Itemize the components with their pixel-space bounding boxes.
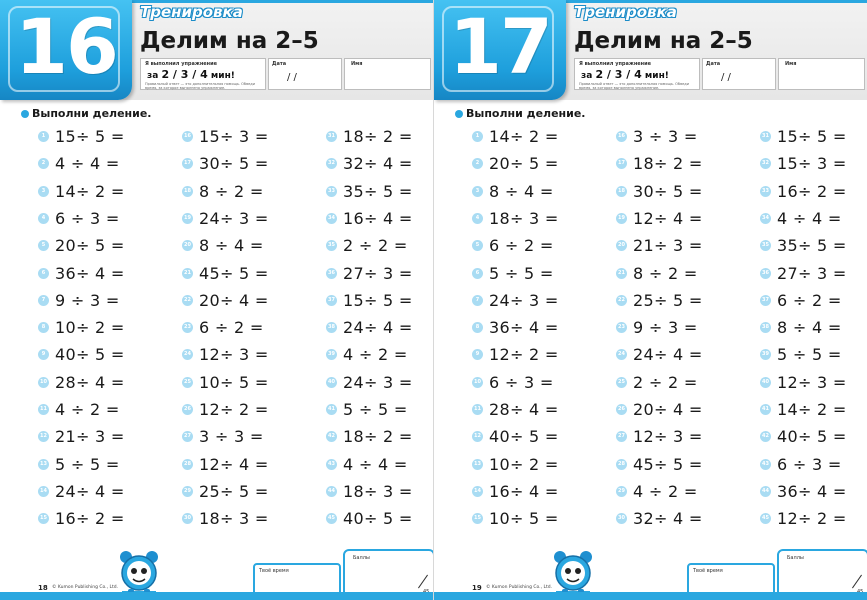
completion-prefix: за xyxy=(581,71,593,81)
division-expression[interactable]: 14÷ 2 = xyxy=(777,400,847,419)
problem-number-badge: 26 xyxy=(182,404,193,415)
problem-number-badge: 19 xyxy=(616,213,627,224)
division-expression[interactable]: 12÷ 3 = xyxy=(777,372,847,392)
problem-number-badge: 28 xyxy=(182,459,193,470)
division-expression[interactable]: 12÷ 2 = xyxy=(489,345,559,365)
problem-number-badge: 1 xyxy=(472,131,483,142)
division-expression[interactable]: 18÷ 3 = xyxy=(343,481,413,501)
problem-number-badge: 40 xyxy=(326,377,337,388)
division-expression[interactable]: 30÷ 5 = xyxy=(199,154,269,174)
problem-number-badge: 41 xyxy=(760,404,771,415)
problem-number-badge: 18 xyxy=(616,186,627,197)
problem-number-badge: 15 xyxy=(38,513,49,524)
page-title: Делим на 2–5 xyxy=(574,28,753,54)
problem-number-badge: 32 xyxy=(326,158,337,169)
division-expression[interactable]: 40÷ 5 = xyxy=(343,509,413,529)
problem-number-badge: 29 xyxy=(616,486,627,497)
problem-number-badge: 21 xyxy=(616,268,627,279)
name-field[interactable] xyxy=(778,58,865,90)
problem-number-badge: 8 xyxy=(38,322,49,333)
problem-number-badge: 9 xyxy=(38,349,49,360)
problem-number-badge: 18 xyxy=(182,186,193,197)
division-expression[interactable]: 10÷ 2 = xyxy=(489,454,559,474)
problem-number-badge: 35 xyxy=(326,240,337,251)
completion-minutes[interactable]: 2 / 3 / 4 xyxy=(161,68,208,81)
problem-number-badge: 11 xyxy=(472,404,483,415)
division-expression[interactable]: 6 ÷ 2 = xyxy=(777,290,842,310)
division-expression[interactable]: 36÷ 4 = xyxy=(55,263,125,283)
date-label: Дата xyxy=(272,61,287,67)
score-label: Баллы xyxy=(787,555,804,561)
division-expression[interactable]: 20÷ 4 = xyxy=(199,290,269,310)
problem-number-badge: 39 xyxy=(760,349,771,360)
problem-number-badge: 12 xyxy=(38,431,49,442)
completion-label: Я выполнил упражнение xyxy=(145,61,218,67)
problem-number-badge: 14 xyxy=(38,486,49,497)
problem-number-badge: 7 xyxy=(472,295,483,306)
division-expression[interactable]: 3 ÷ 3 = xyxy=(199,427,264,447)
division-expression[interactable]: 6 ÷ 3 = xyxy=(55,208,120,228)
problem-number-badge: 42 xyxy=(326,431,337,442)
problem-number-badge: 38 xyxy=(326,322,337,333)
division-expression[interactable]: 10÷ 2 = xyxy=(55,318,125,338)
division-expression[interactable]: 27÷ 3 = xyxy=(343,263,413,283)
division-expression[interactable]: 8 ÷ 2 = xyxy=(199,181,264,201)
problem-number-badge: 29 xyxy=(182,486,193,497)
problem-number-badge: 12 xyxy=(472,431,483,442)
name-label: Имя xyxy=(351,61,363,67)
division-expression[interactable]: 12÷ 3 = xyxy=(199,345,269,365)
problem-number-badge: 26 xyxy=(616,404,627,415)
division-expression[interactable]: 8 ÷ 4 = xyxy=(777,318,842,338)
problem-number-badge: 37 xyxy=(760,295,771,306)
problem-number-badge: 10 xyxy=(472,377,483,388)
division-expression[interactable]: 18÷ 3 = xyxy=(489,208,559,228)
training-label: Тренировка xyxy=(574,3,677,21)
problem-number-badge: 28 xyxy=(616,459,627,470)
division-expression[interactable]: 15÷ 5 = xyxy=(343,290,413,310)
completion-times xyxy=(147,68,235,81)
problem-number-badge: 7 xyxy=(38,295,49,306)
division-expression[interactable]: 40÷ 5 = xyxy=(489,427,559,447)
problem-number-badge: 13 xyxy=(472,459,483,470)
instruction-text: Выполни деление. xyxy=(466,107,586,120)
problem-number-badge: 3 xyxy=(472,186,483,197)
instruction-text: Выполни деление. xyxy=(32,107,152,120)
division-expression[interactable]: 10÷ 5 = xyxy=(199,372,269,392)
problem-number-badge: 37 xyxy=(326,295,337,306)
problem-number-badge: 17 xyxy=(182,158,193,169)
division-expression[interactable]: 18÷ 2 = xyxy=(343,127,413,146)
problem-number-badge: 34 xyxy=(760,213,771,224)
exercise-number-tab xyxy=(0,0,132,100)
division-expression[interactable]: 16÷ 2 = xyxy=(55,509,125,529)
division-expression[interactable]: 18÷ 2 = xyxy=(343,427,413,447)
problem-number-badge: 35 xyxy=(760,240,771,251)
problem-number-badge: 20 xyxy=(182,240,193,251)
division-expression[interactable]: 14÷ 2 = xyxy=(55,181,125,201)
problem-number-badge: 23 xyxy=(182,322,193,333)
division-expression[interactable]: 24÷ 3 = xyxy=(489,290,559,310)
problem-number-badge: 16 xyxy=(616,131,627,142)
problem-number-badge: 33 xyxy=(760,186,771,197)
problem-number-badge: 15 xyxy=(472,513,483,524)
bullet-dot-icon xyxy=(21,110,29,118)
division-expression[interactable]: 21÷ 3 = xyxy=(633,236,703,256)
division-expression[interactable]: 12÷ 2 = xyxy=(777,509,847,529)
problem-number-badge: 6 xyxy=(472,268,483,279)
division-expression[interactable]: 5 ÷ 5 = xyxy=(343,400,408,419)
problem-number-badge: 16 xyxy=(182,131,193,142)
problem-number-badge: 39 xyxy=(326,349,337,360)
division-expression[interactable]: 32÷ 4 = xyxy=(343,154,413,174)
problem-number-badge: 42 xyxy=(760,431,771,442)
footer-bar xyxy=(434,592,867,600)
date-field[interactable] xyxy=(702,58,776,90)
name-label: Имя xyxy=(785,61,797,67)
problem-number-badge: 13 xyxy=(38,459,49,470)
time-label: Твоё время xyxy=(693,568,723,574)
division-expression[interactable]: 18÷ 3 = xyxy=(199,509,269,529)
training-label: Тренировка xyxy=(140,3,243,21)
alarm-clock-mascot-icon xyxy=(552,549,594,597)
division-expression[interactable]: 15÷ 5 = xyxy=(55,127,125,146)
division-expression[interactable]: 18÷ 2 = xyxy=(633,154,703,174)
problem-number-badge: 31 xyxy=(326,131,337,142)
problem-number-badge: 9 xyxy=(472,349,483,360)
division-expression[interactable]: 45÷ 5 = xyxy=(199,263,269,283)
division-expression[interactable]: 4 ÷ 2 = xyxy=(633,481,698,501)
problem-number-badge: 27 xyxy=(616,431,627,442)
division-expression[interactable]: 9 ÷ 3 = xyxy=(633,318,698,338)
problem-number-badge: 27 xyxy=(182,431,193,442)
division-expression[interactable]: 32÷ 4 = xyxy=(633,509,703,529)
problem-number-badge: 23 xyxy=(616,322,627,333)
division-expression[interactable]: 4 ÷ 4 = xyxy=(777,208,842,228)
division-expression[interactable]: 4 ÷ 4 = xyxy=(343,454,408,474)
problem-number-badge: 3 xyxy=(38,186,49,197)
division-expression[interactable]: 8 ÷ 4 = xyxy=(199,236,264,256)
exercise-number: 16 xyxy=(15,2,117,91)
score-divider xyxy=(852,575,862,589)
completion-box xyxy=(574,58,700,90)
completion-label: Я выполнил упражнение xyxy=(579,61,652,67)
division-expression[interactable]: 2 ÷ 2 = xyxy=(633,372,698,392)
division-expression[interactable]: 5 ÷ 5 = xyxy=(777,345,842,365)
problem-number-badge: 19 xyxy=(182,213,193,224)
division-expression[interactable]: 16÷ 2 = xyxy=(777,181,847,201)
division-expression[interactable]: 16÷ 4 = xyxy=(343,208,413,228)
problem-number-badge: 31 xyxy=(760,131,771,142)
division-expression[interactable]: 28÷ 4 = xyxy=(55,372,125,392)
date-label: Дата xyxy=(706,61,721,67)
problem-number-badge: 25 xyxy=(616,377,627,388)
division-expression[interactable]: 25÷ 5 = xyxy=(633,290,703,310)
problem-number-badge: 24 xyxy=(616,349,627,360)
problem-number-badge: 44 xyxy=(326,486,337,497)
problem-number-badge: 1 xyxy=(38,131,49,142)
exercise-number-tab xyxy=(434,0,566,100)
problem-number-badge: 5 xyxy=(38,240,49,251)
completion-note: Правильный ответ — это дополнительная помощь. Обведи время, за которое выполнено упражнение. xyxy=(579,82,690,90)
problem-number-badge: 34 xyxy=(326,213,337,224)
page-number: 18 xyxy=(38,584,48,592)
division-expression[interactable]: 35÷ 5 = xyxy=(343,181,413,201)
division-expression[interactable]: 16÷ 4 = xyxy=(489,481,559,501)
problem-number-badge: 10 xyxy=(38,377,49,388)
page-title: Делим на 2–5 xyxy=(140,28,319,54)
division-expression[interactable]: 12÷ 4 = xyxy=(633,208,703,228)
division-expression[interactable]: 20÷ 5 = xyxy=(489,154,559,174)
problem-number-badge: 32 xyxy=(760,158,771,169)
problem-number-badge: 30 xyxy=(182,513,193,524)
problem-number-badge: 4 xyxy=(472,213,483,224)
division-expression[interactable]: 40÷ 5 = xyxy=(777,427,847,447)
division-expression[interactable]: 4 ÷ 2 = xyxy=(343,345,408,365)
problem-number-badge: 20 xyxy=(616,240,627,251)
workbook-page-right xyxy=(434,0,867,600)
exercise-number: 17 xyxy=(449,2,551,91)
division-expression[interactable]: 6 ÷ 3 = xyxy=(489,372,554,392)
workbook-page-left xyxy=(0,0,433,600)
date-slashes: / / xyxy=(287,72,297,83)
problem-number-badge: 25 xyxy=(182,377,193,388)
problem-number-badge: 6 xyxy=(38,268,49,279)
completion-suffix: мин! xyxy=(210,71,235,81)
completion-prefix: за xyxy=(147,71,159,81)
division-expression[interactable]: 3 ÷ 3 = xyxy=(633,127,698,146)
division-expression[interactable]: 36÷ 4 = xyxy=(489,318,559,338)
problem-number-badge: 43 xyxy=(760,459,771,470)
division-expression[interactable]: 12÷ 4 = xyxy=(199,454,269,474)
completion-note: Правильный ответ — это дополнительная помощь. Обведи время, за которое выполнено упражнение. xyxy=(145,82,256,90)
division-expression[interactable]: 14÷ 2 = xyxy=(489,127,559,146)
division-expression[interactable]: 25÷ 5 = xyxy=(199,481,269,501)
division-expression[interactable]: 24÷ 4 = xyxy=(633,345,703,365)
problem-number-badge: 8 xyxy=(472,322,483,333)
problem-number-badge: 21 xyxy=(182,268,193,279)
division-expression[interactable]: 24÷ 3 = xyxy=(199,208,269,228)
division-expression[interactable]: 4 ÷ 2 = xyxy=(55,400,120,419)
problem-number-badge: 2 xyxy=(38,158,49,169)
completion-minutes[interactable]: 2 / 3 / 4 xyxy=(595,68,642,81)
completion-times xyxy=(581,68,669,81)
completion-box xyxy=(140,58,266,90)
division-expression[interactable]: 15÷ 3 = xyxy=(199,127,269,146)
division-expression[interactable]: 12÷ 3 = xyxy=(633,427,703,447)
problem-number-badge: 14 xyxy=(472,486,483,497)
problem-number-badge: 44 xyxy=(760,486,771,497)
division-expression[interactable]: 4 ÷ 4 = xyxy=(55,154,120,174)
division-expression[interactable]: 6 ÷ 2 = xyxy=(199,318,264,338)
problem-number-badge: 41 xyxy=(326,404,337,415)
division-expression[interactable]: 20÷ 4 = xyxy=(633,400,703,419)
division-expression[interactable]: 15÷ 3 = xyxy=(777,154,847,174)
division-expression[interactable]: 12÷ 2 = xyxy=(199,400,269,419)
score-label: Баллы xyxy=(353,555,370,561)
problem-number-badge: 5 xyxy=(472,240,483,251)
division-expression[interactable]: 8 ÷ 4 = xyxy=(489,181,554,201)
problem-number-badge: 38 xyxy=(760,322,771,333)
division-expression[interactable]: 2 ÷ 2 = xyxy=(343,236,408,256)
division-expression[interactable]: 21÷ 3 = xyxy=(55,427,125,447)
division-expression[interactable]: 27÷ 3 = xyxy=(777,263,847,283)
problem-number-badge: 22 xyxy=(182,295,193,306)
division-expression[interactable]: 5 ÷ 5 = xyxy=(489,263,554,283)
division-expression[interactable]: 30÷ 5 = xyxy=(633,181,703,201)
division-expression[interactable]: 45÷ 5 = xyxy=(633,454,703,474)
problem-number-badge: 17 xyxy=(616,158,627,169)
problem-number-badge: 24 xyxy=(182,349,193,360)
division-expression[interactable]: 24÷ 3 = xyxy=(343,372,413,392)
problem-number-badge: 36 xyxy=(760,268,771,279)
problem-number-badge: 33 xyxy=(326,186,337,197)
division-expression[interactable]: 10÷ 5 = xyxy=(489,509,559,529)
problem-number-badge: 4 xyxy=(38,213,49,224)
completion-suffix: мин! xyxy=(644,71,669,81)
name-field[interactable] xyxy=(344,58,431,90)
division-expression[interactable]: 40÷ 5 = xyxy=(55,345,125,365)
division-expression[interactable]: 24÷ 4 = xyxy=(343,318,413,338)
problem-number-badge: 40 xyxy=(760,377,771,388)
date-slashes: / / xyxy=(721,72,731,83)
problem-number-badge: 45 xyxy=(760,513,771,524)
page-number: 19 xyxy=(472,584,482,592)
division-expression[interactable]: 35÷ 5 = xyxy=(777,236,847,256)
footer-bar xyxy=(0,592,433,600)
bullet-dot-icon xyxy=(455,110,463,118)
problem-number-badge: 36 xyxy=(326,268,337,279)
problem-number-badge: 22 xyxy=(616,295,627,306)
division-expression[interactable]: 24÷ 4 = xyxy=(55,481,125,501)
date-field[interactable] xyxy=(268,58,342,90)
publisher-credit: © Kumon Publishing Co., Ltd. xyxy=(52,585,119,590)
division-expression[interactable]: 6 ÷ 3 = xyxy=(777,454,842,474)
division-expression[interactable]: 15÷ 5 = xyxy=(777,127,847,146)
problem-number-badge: 2 xyxy=(472,158,483,169)
division-expression[interactable]: 20÷ 5 = xyxy=(55,236,125,256)
problem-number-badge: 11 xyxy=(38,404,49,415)
time-label: Твоё время xyxy=(259,568,289,574)
problem-number-badge: 30 xyxy=(616,513,627,524)
publisher-credit: © Kumon Publishing Co., Ltd. xyxy=(486,585,553,590)
division-expression[interactable]: 9 ÷ 3 = xyxy=(55,290,120,310)
division-expression[interactable]: 28÷ 4 = xyxy=(489,400,559,419)
alarm-clock-mascot-icon xyxy=(118,549,160,597)
problem-number-badge: 45 xyxy=(326,513,337,524)
score-divider xyxy=(418,575,428,589)
division-expression[interactable]: 8 ÷ 2 = xyxy=(633,263,698,283)
division-expression[interactable]: 36÷ 4 = xyxy=(777,481,847,501)
division-expression[interactable]: 6 ÷ 2 = xyxy=(489,236,554,256)
problem-number-badge: 43 xyxy=(326,459,337,470)
division-expression[interactable]: 5 ÷ 5 = xyxy=(55,454,120,474)
